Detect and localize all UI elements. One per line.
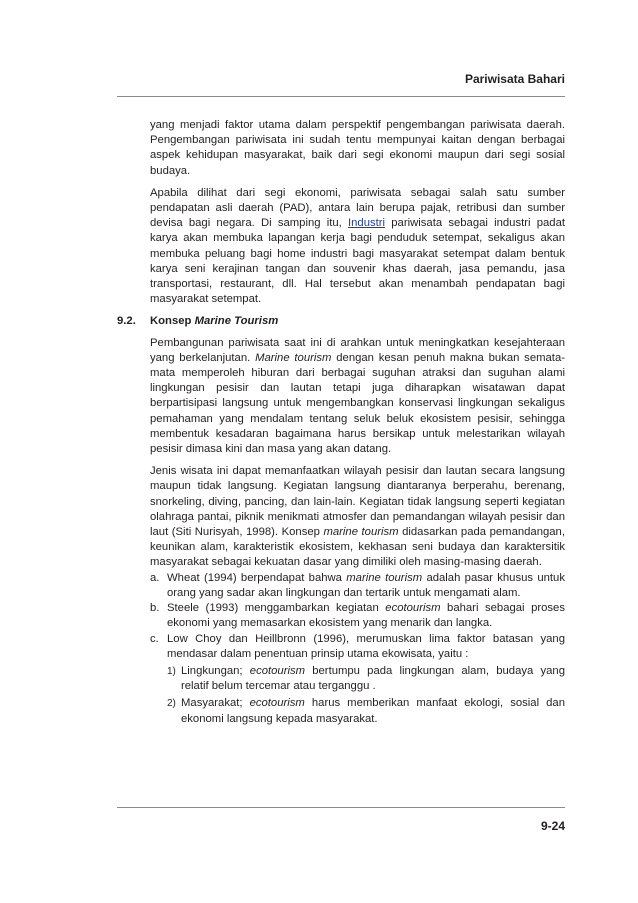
- paragraph: Apabila dilihat dari segi ekonomi, pariwisata sebagai salah satu sumber pendapatan asli daerah (PAD), antara lain berupa pajak, retribusi dan sumber devisa bagi negara. Di samping itu, Industri pariwisata sebagai industri padat karya akan membuka lapangan kerja bagi penduduk setempat, sekaligus akan membuka peluang bagi home industri bagi masyarakat setempat dalam bentuk karya seni kerajinan tangan dan souvenir khas daerah, jasa pemandu, jasa transportasi, restaurant, dll. Hal tersebut akan menambah pendapatan bagi masyarakat setempat.: [150, 186, 566, 306]
- list-item: b. Steele (1993) menggambarkan kegiatan ecotourism bahari sebagai proses ekonomi yang memasarkan ekosistem yang menarik dan langka.: [150, 602, 565, 630]
- list-marker: b.: [150, 602, 160, 615]
- sub-list-marker: 1): [167, 665, 176, 677]
- header-divider: [117, 96, 565, 97]
- paragraph: Jenis wisata ini dapat memanfaatkan wilayah pesisir dan lautan secara langsung maupun tidak langsung. Kegiatan langsung diantaranya berperahu, berenang, snorkeling, diving, pancing, dan lain-lain. Kegiatan tidak langsung seperti kegiatan olahraga pantai, piknik menikmati atmosfer dan pemandangan wilayah pesisir dan laut (Siti Nurisyah, 1998). Konsep marine tourism didasarkan pada pemandangan, keunikan alam, karakteristik ekosistem, kekhasan seni budaya dan karaktersitik masyarakat sebagai kekuatan dasar yang dimiliki oleh masing-masing daerah.: [150, 465, 565, 569]
- paragraph: Pembangunan pariwisata saat ini di arahkan untuk meningkatkan kesejahteraan yang berkelanjutan. Marine tourism dengan kesan penuh makna bukan semata-mata memperoleh hiburan dari berbagai suguhan atraksi dan suguhan alami lingkungan pesisir dan lautan tetapi juga diharapkan wisatawan dapat berpartisipasi langsung untuk mengembangkan konservasi lingkungan sekaligus pemahaman yang mendalam tentang seluk beluk ekosistem pesisir, sehingga membentuk kesadaran bagaimana harus bersikap untuk melestarikan wilayah pesisir dimasa kini dan masa yang akan datang.: [150, 336, 565, 456]
- industri-link[interactable]: Industri: [348, 217, 386, 230]
- list-marker: a.: [150, 571, 160, 584]
- footer-divider: [117, 807, 565, 808]
- page-number: 9-24: [540, 819, 565, 833]
- list-marker: c.: [150, 632, 159, 645]
- running-header: Pariwisata Bahari: [464, 72, 565, 86]
- sub-list-item: 1) Lingkungan; ecotourism bertumpu pada lingkungan alam, budaya yang relatif belum tercemar atau terganggu .: [167, 664, 565, 693]
- page-body: [117, 118, 566, 727]
- list-item: a. Wheat (1994) berpendapat bahwa marine tourism adalah pasar khusus untuk orang yang sadar akan lingkungan dan tertarik untuk mengamati alam.: [150, 571, 565, 599]
- sub-list-item: 2) Masyarakat; ecotourism harus memberikan manfaat ekologi, sosial dan ekonomi langsung kepada masyarakat.: [167, 697, 565, 725]
- section-number: 9.2.: [117, 315, 136, 328]
- section-heading: 9.2. Konsep Marine Tourism: [150, 314, 565, 329]
- sub-list-marker: 2): [167, 698, 176, 710]
- list-item: c. Low Choy dan Heillbronn (1996), merumuskan lima faktor batasan yang mendasar dalam penentuan prinsip utama ekowisata, yaitu :: [150, 632, 565, 660]
- paragraph: yang menjadi faktor utama dalam perspektif pengembangan pariwisata daerah. Pengembangan pariwisata ini sudah tentu mempunyai kaitan dengan berbagai aspek kehidupan masyarakat, baik dari segi ekonomi maupun dari segi sosial budaya.: [150, 119, 565, 177]
